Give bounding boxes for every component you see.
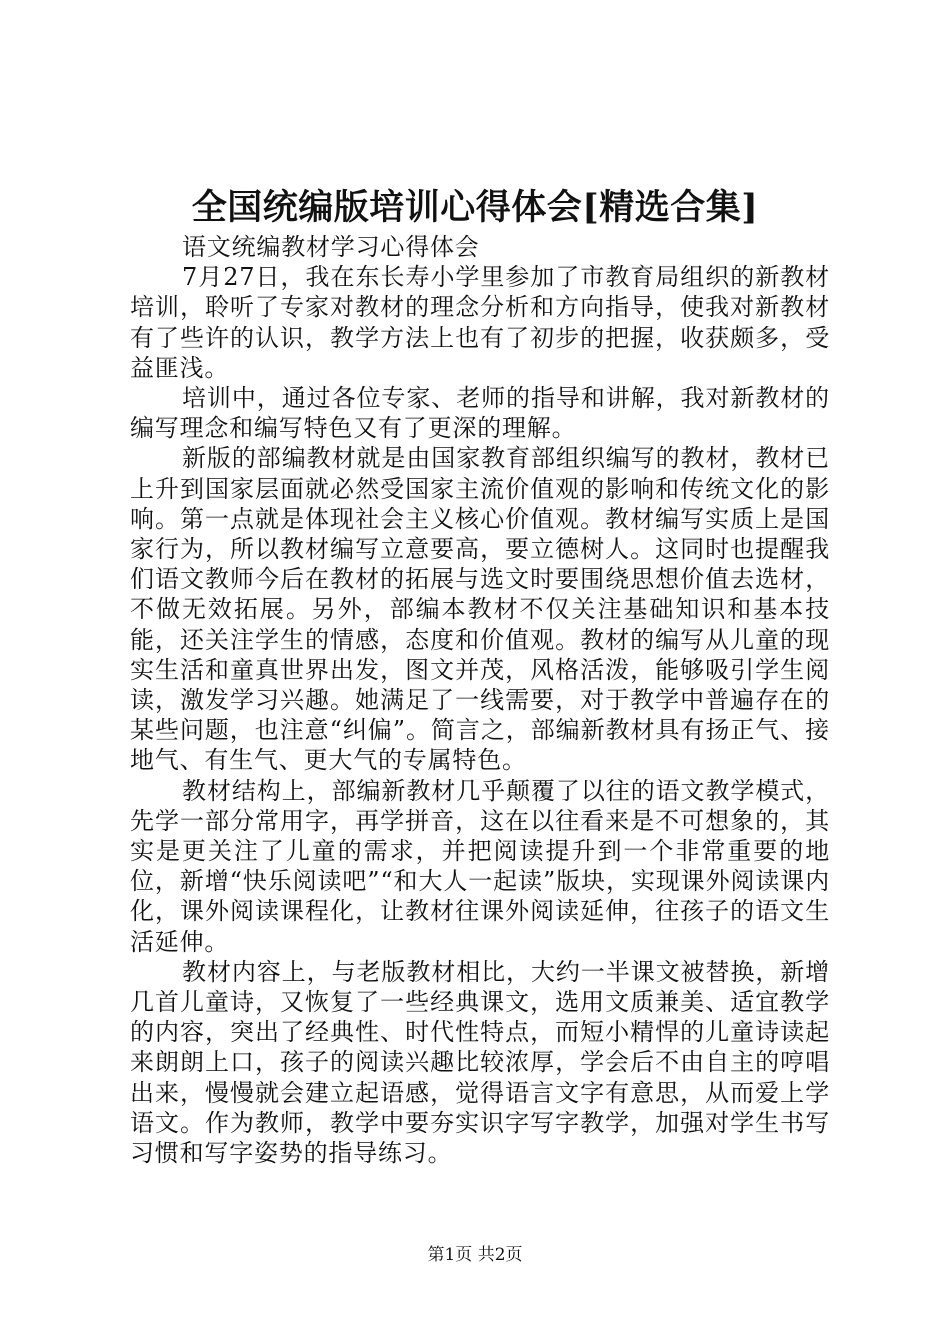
paragraph: 教材结构上，部编新教材几乎颠覆了以往的语文教学模式，先学一部分常用字，再学拼音，这在以往看来是不可想象的，其实是更关注了儿童的需求，并把阅读提升到一个非常重要的地位，新增“快乐阅读吧”“和大人一起读”版块，实现课外阅读课内化，课外阅读课程化，让教材往课外阅读延伸，往孩子的语文生活延伸。 xyxy=(130,776,830,956)
paragraph: 7月27日，我在东长寿小学里参加了市教育局组织的新教材培训，聆听了专家对教材的理念分析和方向指导，使我对新教材有了些许的认识，教学方法上也有了初步的把握，收获颇多，受益匪浅。 xyxy=(130,263,830,382)
page-footer: 第1页 共2页 xyxy=(427,1245,523,1265)
paragraph: 新版的部编教材就是由国家教育部组织编写的教材，教材已上升到国家层面就必然受国家主流价值观的影响和传统文化的影响。第一点就是体现社会主义核心价值观。教材编写实质上是国家行为，所以教材编写立意要高，要立德树人。这同时也提醒我们语文教师今后在教材的拓展与选文时要围绕思想价值去选材，不做无效拓展。另外，部编本教材不仅关注基础知识和基本技能，还关注学生的情感，态度和价值观。教材的编写从儿童的现实生活和童真世界出发，图文并茂，风格活泼，能够吸引学生阅读，激发学习兴趣。她满足了一线需要，对于教学中普遍存在的某些问题，也注意“纠偏”。简言之，部编新教材具有扬正气、接地气、有生气、更大气的专属特色。 xyxy=(130,444,830,775)
paragraph: 教材内容上，与老版教材相比，大约一半课文被替换，新增几首儿童诗，又恢复了一些经典课文，选用文质兼美、适宜教学的内容，突出了经典性、时代性特点，而短小精悍的儿童诗读起来朗朗上口，孩子的阅读兴趣比较浓厚，学会后不由自主的哼唱出来，慢慢就会建立起语感，觉得语言文字有意思，从而爱上学语文。作为教师，教学中要夯实识字写字教学，加强对学生书写习惯和写字姿势的指导练习。 xyxy=(130,957,830,1168)
paragraph: 培训中，通过各位专家、老师的指导和讲解，我对新教材的编写理念和编写特色又有了更深的理解。 xyxy=(130,384,830,443)
document-body xyxy=(130,232,830,1168)
paragraph-subtitle: 语文统编教材学习心得体会 xyxy=(182,233,480,261)
document-title: 全国统编版培训心得体会[精选合集] xyxy=(191,187,759,228)
